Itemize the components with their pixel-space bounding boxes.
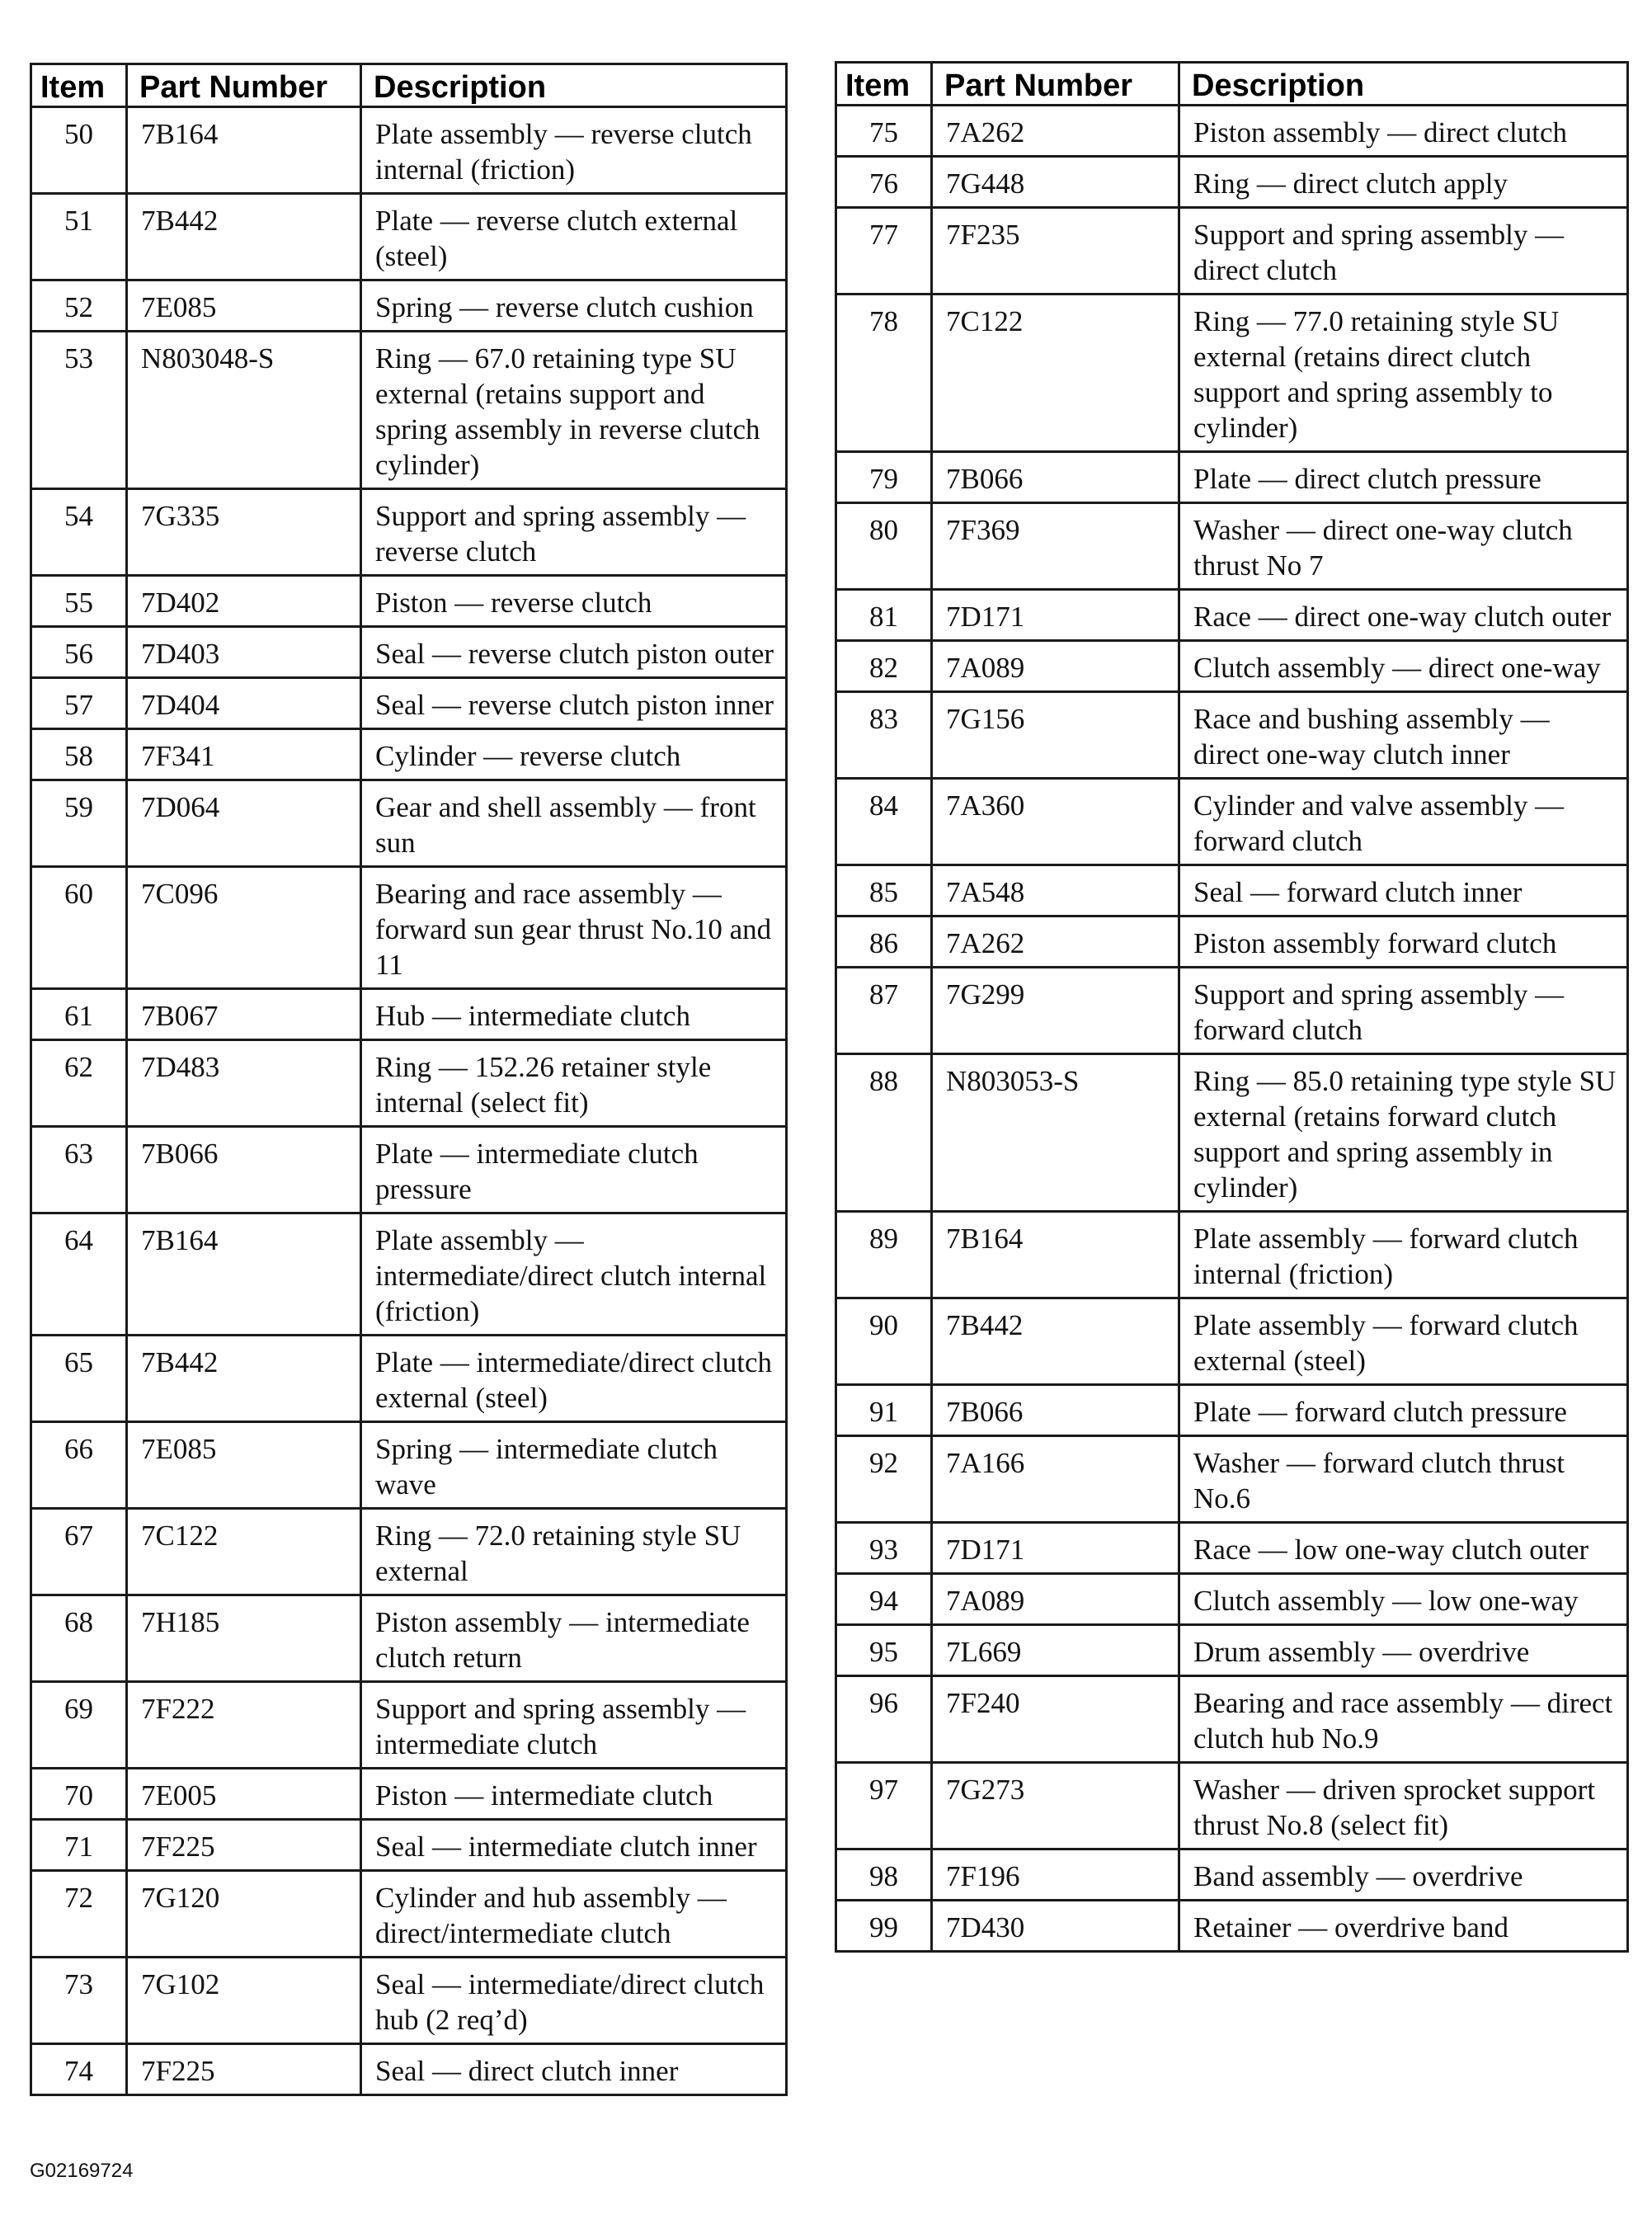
description-cell: Piston — reverse clutch xyxy=(361,576,787,627)
table-row xyxy=(836,1212,1628,1298)
item-cell: 84 xyxy=(836,779,932,865)
description-cell: Spring — intermediate clutch wave xyxy=(361,1422,787,1509)
table-row xyxy=(31,989,787,1040)
item-cell: 61 xyxy=(31,989,127,1040)
table-row xyxy=(31,780,787,867)
part-number-cell: 7E085 xyxy=(127,280,361,332)
table-row xyxy=(31,1336,787,1422)
item-cell: 86 xyxy=(836,916,932,968)
table-row xyxy=(31,1127,787,1213)
table-row xyxy=(836,1574,1628,1625)
left-table-body xyxy=(31,107,787,2095)
table-row xyxy=(836,692,1628,779)
header-part-number: Part Number xyxy=(127,64,361,107)
table-row xyxy=(31,332,787,489)
part-number-cell: 7B164 xyxy=(932,1212,1179,1298)
description-cell: Plate assembly — forward clutch internal (friction) xyxy=(1179,1212,1628,1298)
item-cell: 93 xyxy=(836,1523,932,1574)
table-row xyxy=(836,503,1628,590)
item-cell: 65 xyxy=(31,1336,127,1422)
item-cell: 94 xyxy=(836,1574,932,1625)
table-row xyxy=(31,1422,787,1509)
part-number-cell: 7E085 xyxy=(127,1422,361,1509)
description-cell: Cylinder — reverse clutch xyxy=(361,729,787,780)
part-number-cell: N803048-S xyxy=(127,332,361,489)
description-cell: Support and spring assembly — forward clutch xyxy=(1179,968,1628,1054)
header-description: Description xyxy=(361,64,787,107)
item-cell: 64 xyxy=(31,1213,127,1336)
part-number-cell: 7E005 xyxy=(127,1769,361,1820)
table-row xyxy=(836,779,1628,865)
part-number-cell: 7A166 xyxy=(932,1436,1179,1523)
description-cell: Washer — direct one-way clutch thrust No 7 xyxy=(1179,503,1628,590)
table-row xyxy=(31,1958,787,2044)
description-cell: Plate — direct clutch pressure xyxy=(1179,452,1628,503)
description-cell: Plate — forward clutch pressure xyxy=(1179,1385,1628,1436)
item-cell: 97 xyxy=(836,1763,932,1849)
table-row xyxy=(836,1901,1628,1952)
description-cell: Piston assembly forward clutch xyxy=(1179,916,1628,968)
item-cell: 90 xyxy=(836,1298,932,1385)
description-cell: Gear and shell assembly — front sun xyxy=(361,780,787,867)
table-row xyxy=(31,729,787,780)
part-number-cell: 7B442 xyxy=(127,1336,361,1422)
table-row xyxy=(836,1763,1628,1849)
table-row xyxy=(31,627,787,678)
item-cell: 62 xyxy=(31,1040,127,1127)
description-cell: Ring — 77.0 retaining style SU external (retains direct clutch support and spring assembly to cylinder) xyxy=(1179,294,1628,452)
table-row xyxy=(836,1849,1628,1901)
table-row xyxy=(31,1040,787,1127)
table-row xyxy=(836,294,1628,452)
part-number-cell: 7G102 xyxy=(127,1958,361,2044)
item-cell: 80 xyxy=(836,503,932,590)
description-cell: Clutch assembly — low one-way xyxy=(1179,1574,1628,1625)
table-row xyxy=(836,1625,1628,1676)
description-cell: Spring — reverse clutch cushion xyxy=(361,280,787,332)
item-cell: 98 xyxy=(836,1849,932,1901)
item-cell: 63 xyxy=(31,1127,127,1213)
item-cell: 53 xyxy=(31,332,127,489)
part-number-cell: 7G448 xyxy=(932,157,1179,208)
description-cell: Race and bushing assembly — direct one-way clutch inner xyxy=(1179,692,1628,779)
description-cell: Washer — forward clutch thrust No.6 xyxy=(1179,1436,1628,1523)
item-cell: 89 xyxy=(836,1212,932,1298)
part-number-cell: 7A089 xyxy=(932,641,1179,692)
description-cell: Band assembly — overdrive xyxy=(1179,1849,1628,1901)
table-row xyxy=(31,107,787,194)
description-cell: Race — direct one-way clutch outer xyxy=(1179,590,1628,641)
description-cell: Ring — 67.0 retaining type SU external (retains support and spring assembly in reverse clutch cylinder) xyxy=(361,332,787,489)
item-cell: 96 xyxy=(836,1676,932,1763)
table-row xyxy=(31,1682,787,1769)
table-row xyxy=(31,280,787,332)
description-cell: Ring — 72.0 retaining style SU external xyxy=(361,1509,787,1595)
part-number-cell: 7B164 xyxy=(127,107,361,194)
part-number-cell: 7C122 xyxy=(127,1509,361,1595)
description-cell: Seal — reverse clutch piston inner xyxy=(361,678,787,729)
header-item: Item xyxy=(836,63,932,106)
table-row xyxy=(31,194,787,280)
table-row xyxy=(836,1298,1628,1385)
part-number-cell: 7A360 xyxy=(932,779,1179,865)
item-cell: 99 xyxy=(836,1901,932,1952)
description-cell: Plate assembly — reverse clutch internal (friction) xyxy=(361,107,787,194)
part-number-cell: 7G273 xyxy=(932,1763,1179,1849)
part-number-cell: 7B067 xyxy=(127,989,361,1040)
part-number-cell: 7A548 xyxy=(932,865,1179,916)
figure-id: G02169724 xyxy=(30,2160,134,2182)
part-number-cell: 7D171 xyxy=(932,590,1179,641)
part-number-cell: 7G156 xyxy=(932,692,1179,779)
item-cell: 58 xyxy=(31,729,127,780)
description-cell: Plate assembly — forward clutch external (steel) xyxy=(1179,1298,1628,1385)
table-row xyxy=(31,1509,787,1595)
description-cell: Hub — intermediate clutch xyxy=(361,989,787,1040)
description-cell: Ring — 152.26 retainer style internal (select fit) xyxy=(361,1040,787,1127)
table-row xyxy=(836,590,1628,641)
description-cell: Clutch assembly — direct one-way xyxy=(1179,641,1628,692)
table-row xyxy=(31,489,787,576)
description-cell: Plate — reverse clutch external (steel) xyxy=(361,194,787,280)
item-cell: 77 xyxy=(836,208,932,294)
header-description: Description xyxy=(1179,63,1628,106)
item-cell: 60 xyxy=(31,867,127,989)
table-row xyxy=(836,106,1628,157)
description-cell: Plate — intermediate clutch pressure xyxy=(361,1127,787,1213)
item-cell: 83 xyxy=(836,692,932,779)
table-row xyxy=(31,1871,787,1958)
part-number-cell: 7D064 xyxy=(127,780,361,867)
description-cell: Bearing and race assembly — direct clutch hub No.9 xyxy=(1179,1676,1628,1763)
part-number-cell: 7F225 xyxy=(127,2044,361,2095)
description-cell: Seal — intermediate/direct clutch hub (2 req’d) xyxy=(361,1958,787,2044)
description-cell: Retainer — overdrive band xyxy=(1179,1901,1628,1952)
item-cell: 87 xyxy=(836,968,932,1054)
table-row xyxy=(836,452,1628,503)
item-cell: 95 xyxy=(836,1625,932,1676)
description-cell: Washer — driven sprocket support thrust No.8 (select fit) xyxy=(1179,1763,1628,1849)
item-cell: 75 xyxy=(836,106,932,157)
table-row xyxy=(31,1820,787,1871)
item-cell: 66 xyxy=(31,1422,127,1509)
part-number-cell: 7D483 xyxy=(127,1040,361,1127)
table-row xyxy=(836,1676,1628,1763)
description-cell: Seal — reverse clutch piston outer xyxy=(361,627,787,678)
description-cell: Piston — intermediate clutch xyxy=(361,1769,787,1820)
item-cell: 82 xyxy=(836,641,932,692)
item-cell: 54 xyxy=(31,489,127,576)
item-cell: 81 xyxy=(836,590,932,641)
description-cell: Support and spring assembly — direct clutch xyxy=(1179,208,1628,294)
part-number-cell: 7G120 xyxy=(127,1871,361,1958)
table-row xyxy=(836,1523,1628,1574)
description-cell: Cylinder and hub assembly — direct/intermediate clutch xyxy=(361,1871,787,1958)
part-number-cell: 7D402 xyxy=(127,576,361,627)
header-item: Item xyxy=(31,64,127,107)
part-number-cell: 7D430 xyxy=(932,1901,1179,1952)
header-row xyxy=(836,63,1628,106)
table-row xyxy=(31,1213,787,1336)
item-cell: 72 xyxy=(31,1871,127,1958)
part-number-cell: 7D171 xyxy=(932,1523,1179,1574)
part-number-cell: 7G335 xyxy=(127,489,361,576)
part-number-cell: 7G299 xyxy=(932,968,1179,1054)
table-row xyxy=(836,968,1628,1054)
table-row xyxy=(836,641,1628,692)
table-row xyxy=(31,2044,787,2095)
description-cell: Plate — intermediate/direct clutch external (steel) xyxy=(361,1336,787,1422)
item-cell: 85 xyxy=(836,865,932,916)
item-cell: 73 xyxy=(31,1958,127,2044)
description-cell: Support and spring assembly — intermediate clutch xyxy=(361,1682,787,1769)
item-cell: 52 xyxy=(31,280,127,332)
table-row xyxy=(836,208,1628,294)
item-cell: 67 xyxy=(31,1509,127,1595)
table-row xyxy=(836,1054,1628,1212)
part-number-cell: 7A089 xyxy=(932,1574,1179,1625)
part-number-cell: 7L669 xyxy=(932,1625,1179,1676)
table-row xyxy=(836,1385,1628,1436)
item-cell: 69 xyxy=(31,1682,127,1769)
item-cell: 50 xyxy=(31,107,127,194)
part-number-cell: 7B442 xyxy=(127,194,361,280)
part-number-cell: 7F196 xyxy=(932,1849,1179,1901)
description-cell: Race — low one-way clutch outer xyxy=(1179,1523,1628,1574)
item-cell: 68 xyxy=(31,1595,127,1682)
description-cell: Ring — 85.0 retaining type style SU external (retains forward clutch support and spring assembly in cylinder) xyxy=(1179,1054,1628,1212)
item-cell: 91 xyxy=(836,1385,932,1436)
item-cell: 51 xyxy=(31,194,127,280)
right-table-body xyxy=(836,106,1628,1952)
table-row xyxy=(836,916,1628,968)
description-cell: Plate assembly — intermediate/direct clutch internal (friction) xyxy=(361,1213,787,1336)
part-number-cell: 7A262 xyxy=(932,106,1179,157)
part-number-cell: 7D404 xyxy=(127,678,361,729)
description-cell: Ring — direct clutch apply xyxy=(1179,157,1628,208)
description-cell: Seal — intermediate clutch inner xyxy=(361,1820,787,1871)
header-row xyxy=(31,64,787,107)
description-cell: Drum assembly — overdrive xyxy=(1179,1625,1628,1676)
description-cell: Seal — forward clutch inner xyxy=(1179,865,1628,916)
part-number-cell: 7D403 xyxy=(127,627,361,678)
parts-table-right xyxy=(835,61,1629,1953)
part-number-cell: 7F235 xyxy=(932,208,1179,294)
part-number-cell: 7F369 xyxy=(932,503,1179,590)
table-row xyxy=(836,1436,1628,1523)
description-cell: Piston assembly — direct clutch xyxy=(1179,106,1628,157)
table-row xyxy=(31,1595,787,1682)
item-cell: 56 xyxy=(31,627,127,678)
item-cell: 78 xyxy=(836,294,932,452)
part-number-cell: 7F225 xyxy=(127,1820,361,1871)
item-cell: 88 xyxy=(836,1054,932,1212)
part-number-cell: 7C096 xyxy=(127,867,361,989)
description-cell: Support and spring assembly — reverse clutch xyxy=(361,489,787,576)
part-number-cell: 7A262 xyxy=(932,916,1179,968)
part-number-cell: 7B066 xyxy=(932,1385,1179,1436)
item-cell: 55 xyxy=(31,576,127,627)
item-cell: 59 xyxy=(31,780,127,867)
table-row xyxy=(836,157,1628,208)
parts-table-left xyxy=(30,63,788,2096)
table-row xyxy=(31,678,787,729)
description-cell: Seal — direct clutch inner xyxy=(361,2044,787,2095)
item-cell: 70 xyxy=(31,1769,127,1820)
item-cell: 57 xyxy=(31,678,127,729)
part-number-cell: N803053-S xyxy=(932,1054,1179,1212)
description-cell: Piston assembly — intermediate clutch return xyxy=(361,1595,787,1682)
item-cell: 76 xyxy=(836,157,932,208)
part-number-cell: 7B164 xyxy=(127,1213,361,1336)
part-number-cell: 7B066 xyxy=(127,1127,361,1213)
part-number-cell: 7F222 xyxy=(127,1682,361,1769)
part-number-cell: 7C122 xyxy=(932,294,1179,452)
table-row xyxy=(31,1769,787,1820)
table-row xyxy=(836,865,1628,916)
description-cell: Bearing and race assembly — forward sun gear thrust No.10 and 11 xyxy=(361,867,787,989)
part-number-cell: 7F240 xyxy=(932,1676,1179,1763)
part-number-cell: 7B442 xyxy=(932,1298,1179,1385)
item-cell: 79 xyxy=(836,452,932,503)
item-cell: 92 xyxy=(836,1436,932,1523)
part-number-cell: 7F341 xyxy=(127,729,361,780)
item-cell: 74 xyxy=(31,2044,127,2095)
table-row xyxy=(31,867,787,989)
table-row xyxy=(31,576,787,627)
part-number-cell: 7H185 xyxy=(127,1595,361,1682)
description-cell: Cylinder and valve assembly — forward clutch xyxy=(1179,779,1628,865)
item-cell: 71 xyxy=(31,1820,127,1871)
part-number-cell: 7B066 xyxy=(932,452,1179,503)
header-part-number: Part Number xyxy=(932,63,1179,106)
